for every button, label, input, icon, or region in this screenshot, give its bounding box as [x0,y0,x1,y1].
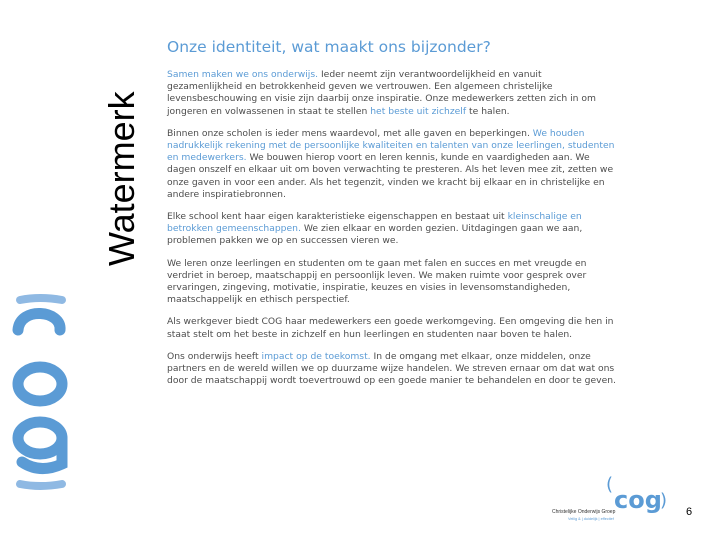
logo-tagline: Veilig & | duidelijk | effectief [568,517,614,521]
paragraph-text: Elke school kent haar eigen karakteristieke eigenschappen en bestaat uit [167,211,508,223]
paragraph-text: We leren onze leerlingen en studenten om te gaan met falen en succes en met vreugde en verdriet in beroep, maatschappij en persoonlijk leven. We maken ruimte voor gesprek over ervaringen, zingeving, motivatie, inspiratie, keuzes en visies in levensomstandigheden, maatschappelijk en ethisch perspectief. [167,257,587,306]
body-text [167,69,619,387]
paragraph-text: We bouwen hierop voort en leren kennis, kunde en vaardigheden aan. We dagen onszelf en elkaar uit om boven verwachting te presteren. Als het leven mee zit, zetten we onze gaven in voor een ander. Als het tegenzit, vinden we kracht bij elkaar en in christelijke en andere inspiratiebronnen. [167,152,614,200]
paragraph [167,316,619,340]
paragraph [167,69,619,118]
page-number: 6 [686,506,693,518]
paragraph-text: We zien elkaar en worden gezien. Uitdagingen gaan we aan, problemen pakken we op en successen vieren we. [167,223,583,247]
paragraph [167,351,619,388]
cog-logo [552,474,672,526]
paragraph-text: Als werkgever biedt COG haar medewerkers een goede werkomgeving. Een omgeving die hen in staat stelt om het beste in zichzelf en hun leerlingen en studenten naar boven te halen. [167,316,614,340]
paragraph-text: Ons onderwijs heeft [167,350,262,362]
paragraph-text: Ieder neemt zijn verantwoordelijkheid en vanuit gezamenlijkheid en betrokkenheid geven we vertrouwen. Een algemeen christelijke levensbeschouwing en visie zijn daarbij onze inspiratie. Onze medewerkers zetten zich in om jongeren en volwassenen in staat te stellen [167,69,596,117]
logo-brand-mark: cog [614,486,662,514]
paragraph-text: te halen. [466,105,510,117]
logo-name: Christelijke Onderwijs Groep [552,509,616,515]
paragraph [167,128,619,201]
watermark-text: Watermerk [101,91,142,266]
highlighted-text: Samen maken we ons onderwijs. [167,69,319,80]
paragraph-text: Binnen onze scholen is ieder mens waardevol, met alle gaven en beperkingen. [167,127,533,139]
logo-right-bracket-icon: ) [660,490,668,511]
cog-side-logo [0,292,80,492]
main-content [167,38,619,397]
page-title: Onze identiteit, wat maakt ons bijzonder? [167,38,491,56]
highlighted-text: kleinschalige en betrokken gemeenschappen. [167,211,582,235]
paragraph-text: In de omgang met elkaar, onze middelen, onze partners en de wereld willen we op duurzame wijze handelen. We streven ernaar om dat wat ons door de maatschappij wordt toevertrouwd op een goede manier te behandelen en door te geven. [167,350,616,387]
logo-left-bracket-icon: ( [606,474,614,495]
paragraph [167,258,619,307]
highlighted-text: het beste uit zichzelf [370,105,467,117]
highlighted-text: We houden nadrukkelijk rekening met de persoonlijke kwaliteiten en talenten van onze leerlingen, studenten en medewerkers. [167,127,615,164]
highlighted-text: impact op de toekomst. [261,350,371,362]
paragraph [167,211,619,248]
